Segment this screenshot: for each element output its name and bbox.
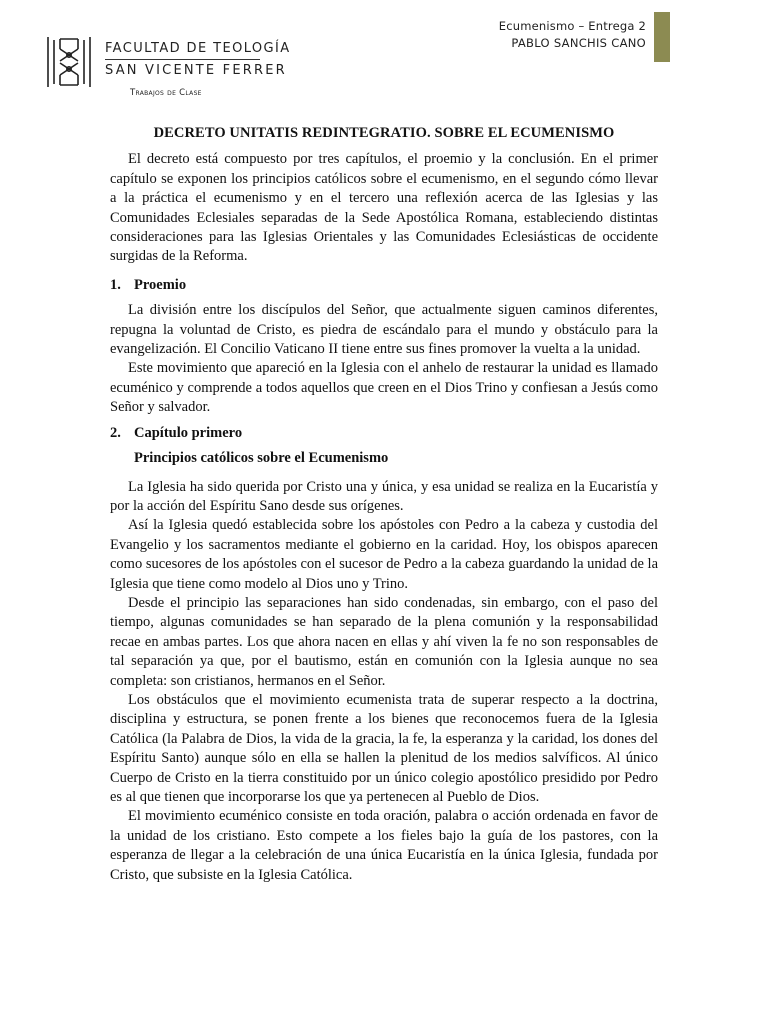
section-number: 2. <box>110 424 121 441</box>
section-number: 1. <box>110 276 121 293</box>
course-label: Ecumenismo – Entrega 2 <box>498 19 646 33</box>
document-title: DECRETO UNITATIS REDINTEGRATIO. SOBRE EL ECUMENISMO <box>153 125 615 141</box>
faculty-line-2: SAN VICENTE FERRER <box>105 63 287 78</box>
document-body <box>110 124 658 885</box>
author-name: PABLO SANCHIS CANO <box>511 36 646 50</box>
intro-paragraph: El decreto está compuesto por tres capítulos, el proemio y la conclusión. En el primer capítulo se exponen los principios católicos sobre el ecumenismo, en el segundo cómo llevar a la práctica el ecumenismo y en el tercero una reflexión acerca de las Iglesias y las Comunidades Eclesiales separadas de la Sede Apostólica Romana, estableciendo distintas consideraciones para las Iglesias Orientales y las Comunidades Eclesiásticas de occidente surgidas de la Reforma. <box>110 151 658 265</box>
section-heading-capitulo-primero <box>110 424 658 443</box>
running-header <box>499 18 646 52</box>
subsection-heading: Principios católicos sobre el Ecumenismo <box>134 450 389 467</box>
section-title: Proemio <box>134 276 187 293</box>
paragraph: Así la Iglesia quedó establecida sobre los apóstoles con Pedro a la cabeza y custodia del Evangelio y los sacramentos mediante el gobierno en la caridad. Hoy, los obispos aparecen como sucesores de los apóstoles con el sucesor de Pedro a la cabeza guardando la unidad de la Iglesia que tiene como modelo al Dios uno y Trino. <box>110 517 658 592</box>
section-heading-proemio <box>110 276 658 295</box>
paragraph: Este movimiento que apareció en la Iglesia con el anhelo de restaurar la unidad es llamado ecuménico y comprende a todos aquellos que creen en el Dios Trino y confiesan a Jesús como Señor y salvador. <box>110 360 658 416</box>
faculty-name <box>105 41 291 79</box>
document-subtitle: Trabajos de Clase <box>130 88 202 98</box>
faculty-line-1: FACULTAD DE TEOLOGÍA <box>105 41 291 56</box>
header-accent-bar <box>654 12 670 62</box>
section-title: Capítulo primero <box>134 424 243 441</box>
paragraph: Los obstáculos que el movimiento ecumenista trata de superar respecto a la doctrina, disciplina y estructura, se ponen frente a los bienes que reconocemos fuera de la Iglesia Católica (la Palabra de Dios, la vida de la gracia, la fe, la esperanza y la caridad, los dones del Espíritu Santo) aunque sólo en ella se hallen la plenitud de los medios salvíficos. Al único Cuerpo de Cristo en la tierra constituido por un único colegio apostólico presidido por Pedro es al que tienen que incorporarse los que ya pertenecen al Pueblo de Dios. <box>110 691 658 805</box>
faculty-divider <box>105 59 260 60</box>
paragraph: La división entre los discípulos del Señor, que actualmente siguen caminos diferentes, repugna la voluntad de Cristo, es piedra de escándalo para el mundo y obstáculo para la evangelización. El Concilio Vaticano II tiene entre sus fines promover la vuelta a la unidad. <box>110 302 658 358</box>
paragraph: La Iglesia ha sido querida por Cristo una y única, y esa unidad se realiza en la Eucaristía y por la acción del Espíritu Sano desde sus orígenes. <box>110 478 658 514</box>
faculty-logo-icon <box>45 35 93 89</box>
paragraph: Desde el principio las separaciones han sido condenadas, sin embargo, con el paso del tiempo, algunas comunidades se han separado de la plena comunión y la responsabilidad recae en ambas partes. Los que ahora nacen en ellas y ahí viven la fe no son responsables de tal separación ya que, por el bautismo, están en comunión con la Iglesia aunque no sea completa: son cristianos, hermanos en el Señor. <box>110 594 658 689</box>
paragraph: El movimiento ecuménico consiste en toda oración, palabra o acción ordenada en favor de la unidad de los cristiano. Esto compete a los fieles bajo la guía de los pastores, con la esperanza de llegar a la celebración de una única Eucaristía en la única Iglesia, fundada por Cristo, que subsiste en la Iglesia Católica. <box>110 808 658 883</box>
